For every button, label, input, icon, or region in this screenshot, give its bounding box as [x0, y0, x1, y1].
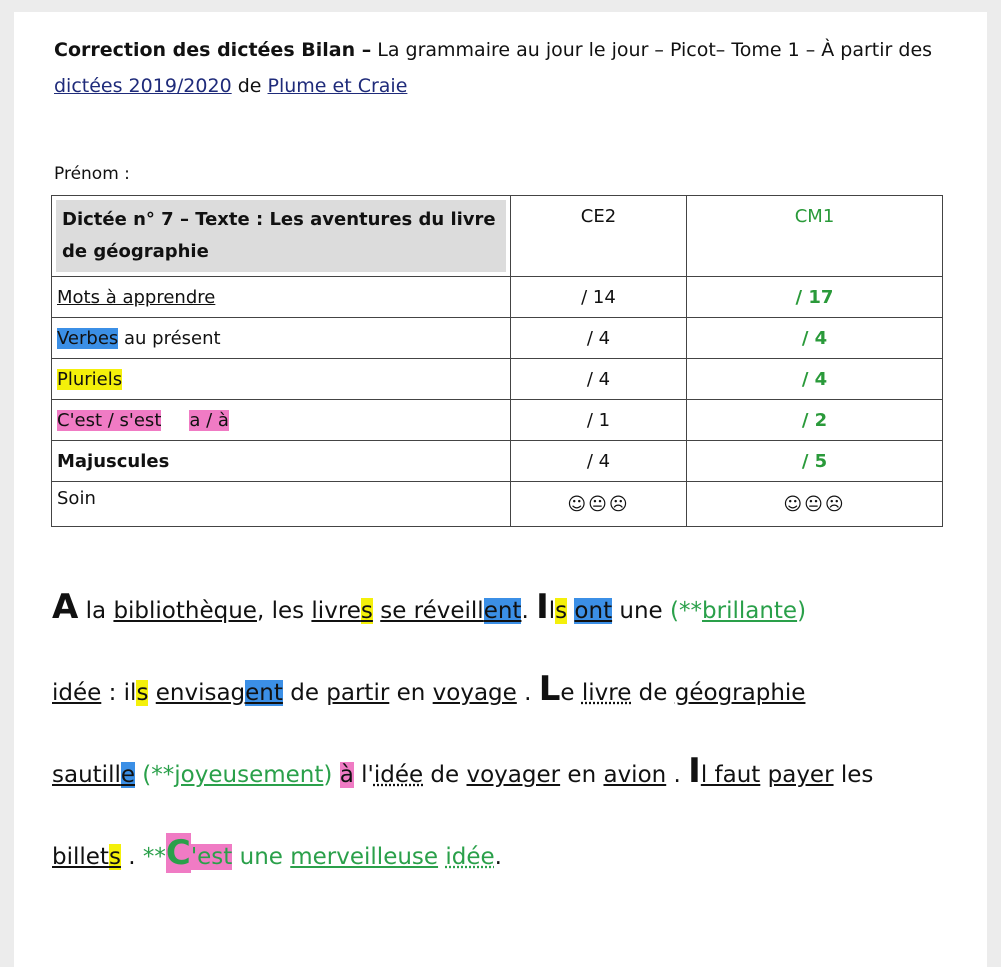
row-label — [52, 400, 511, 441]
text-fragment: une — [612, 598, 671, 624]
header-between: de — [231, 75, 268, 97]
text-fragment: : il — [101, 680, 137, 706]
capital-l: L — [538, 669, 561, 709]
plural-mark: s — [555, 598, 568, 624]
text-fragment — [760, 762, 767, 788]
document-header — [54, 32, 954, 104]
word-geographie: géographie — [674, 680, 806, 706]
score-ce2: / 14 — [511, 277, 687, 318]
link-dictees[interactable]: dictées 2019/2020 — [54, 75, 232, 97]
row-label — [52, 359, 511, 400]
dictation-text — [52, 568, 962, 896]
verb-ending: ent — [483, 598, 522, 624]
word-bibliotheque: bibliothèque — [113, 598, 257, 624]
score-ce2: / 1 — [511, 400, 687, 441]
homophone-a: à — [339, 762, 354, 788]
document-page — [14, 12, 987, 967]
smiley-faces-ce2: ☺😐☹ — [511, 482, 687, 527]
row-label — [52, 318, 511, 359]
header-bold-title: Correction des dictées Bilan – — [54, 39, 372, 61]
row-label — [52, 482, 511, 527]
row-label-verbes: Verbes — [57, 327, 119, 349]
text-fragment: . — [494, 844, 502, 870]
score-cm1: / 5 — [687, 441, 943, 482]
word-merveilleuse: merveilleuse — [290, 844, 439, 870]
word-brillante: brillante — [702, 598, 798, 624]
text-fragment: de — [282, 680, 327, 706]
table-row — [52, 277, 943, 318]
plural-mark: s — [108, 844, 121, 870]
score-cm1: / 4 — [687, 359, 943, 400]
word-idee: idée — [445, 844, 495, 870]
table-header-row — [52, 196, 943, 277]
word-voyager: voyager — [466, 762, 561, 788]
text-fragment: l — [548, 598, 556, 624]
prenom-label: Prénom : — [54, 164, 130, 184]
row-label-verbes-rest: au présent — [118, 327, 221, 349]
word-joyeusement: joyeusement — [174, 762, 324, 788]
dictation-title-cell — [52, 196, 511, 277]
word-il-faut: l faut — [700, 762, 761, 788]
score-ce2: / 4 — [511, 359, 687, 400]
table-row — [52, 400, 943, 441]
text-fragment: de — [631, 680, 675, 706]
text-fragment: l' — [353, 762, 374, 788]
score-cm1: / 2 — [687, 400, 943, 441]
word-livres: livre — [311, 598, 361, 624]
row-label-pluriels: Pluriels — [57, 368, 123, 390]
smiley-faces-cm1: ☺😐☹ — [687, 482, 943, 527]
word-billets: billet — [52, 844, 109, 870]
capital-i: I — [688, 751, 701, 791]
homophone-cest: 'est — [190, 844, 233, 870]
header-subtitle: La grammaire au jour le jour – Picot– Tome 1 – À partir des — [371, 39, 933, 61]
text-fragment: de — [423, 762, 467, 788]
text-fragment: une — [232, 844, 291, 870]
score-table — [51, 195, 943, 527]
table-row — [52, 482, 943, 527]
table-row — [52, 441, 943, 482]
cm1-marker: ) — [323, 762, 340, 788]
plural-mark: s — [360, 598, 373, 624]
text-fragment: . — [516, 680, 539, 706]
text-fragment: les — [833, 762, 874, 788]
text-fragment: . — [120, 844, 143, 870]
verb-ending: e — [120, 762, 135, 788]
col-ce2: CE2 — [511, 196, 687, 277]
verb-ending: ent — [245, 680, 283, 706]
text-fragment — [148, 680, 155, 706]
capital-a: A — [52, 587, 79, 627]
capital-i: I — [536, 587, 549, 627]
word-voyage: voyage — [432, 680, 517, 706]
word-idee: idée — [373, 762, 424, 788]
table-row — [52, 359, 943, 400]
score-cm1: / 17 — [687, 277, 943, 318]
word-partir: partir — [326, 680, 390, 706]
word-idee: idée — [52, 680, 102, 706]
link-plume-et-craie[interactable]: Plume et Craie — [267, 75, 408, 97]
row-label-mots: Mots à apprendre — [57, 286, 216, 308]
table-row — [52, 318, 943, 359]
col-cm1: CM1 — [687, 196, 943, 277]
word-sautille: sautill — [52, 762, 121, 788]
dictation-title: Dictée n° 7 – Texte : Les aventures du livre de géographie — [56, 200, 506, 272]
row-label-cest: C'est / s'est — [57, 409, 162, 431]
text-fragment: la — [78, 598, 114, 624]
cm1-marker: (** — [135, 762, 175, 788]
row-label-soin: Soin — [57, 488, 96, 509]
cm1-marker: ) — [797, 598, 807, 624]
row-label-majuscules: Majuscules — [57, 450, 170, 472]
score-ce2: / 4 — [511, 441, 687, 482]
cm1-marker: (** — [670, 598, 703, 624]
text-fragment: e — [560, 680, 582, 706]
row-label — [52, 277, 511, 318]
text-fragment: , les — [256, 598, 312, 624]
word-payer: payer — [767, 762, 834, 788]
text-fragment: . — [521, 598, 537, 624]
word-livre: livre — [581, 680, 632, 706]
score-cm1: / 4 — [687, 318, 943, 359]
plural-mark: s — [136, 680, 149, 706]
word-envisagent: envisag — [155, 680, 246, 706]
text-fragment: en — [560, 762, 604, 788]
verb-ont: ont — [574, 598, 613, 624]
word-avion: avion — [603, 762, 667, 788]
score-ce2: / 4 — [511, 318, 687, 359]
text-fragment: en — [389, 680, 433, 706]
word-se-reveillent: se réveill — [380, 598, 484, 624]
text-fragment: . — [666, 762, 689, 788]
row-label-a: a / à — [189, 409, 229, 431]
capital-c: C — [165, 833, 191, 873]
row-label — [52, 441, 511, 482]
cm1-marker: ** — [142, 844, 166, 870]
